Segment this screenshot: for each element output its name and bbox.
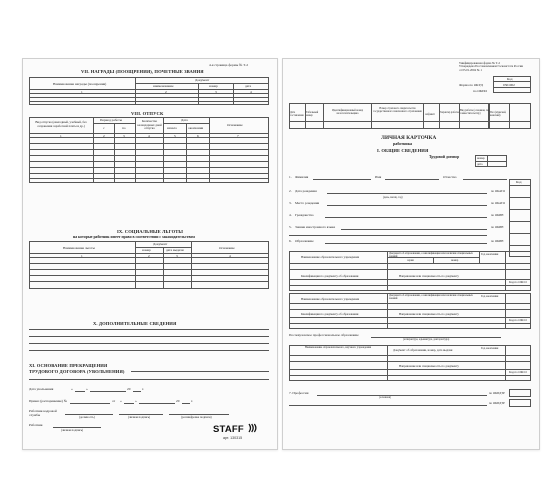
section-awards-title: VII. НАГРАДЫ (ПООЩРЕНИЯ), ПОЧЕТНЫЕ ЗВАНИЯ [81, 69, 204, 74]
birth-place-label: Место рождения [295, 201, 320, 205]
page-note: 4-я страница формы № Т-2 [209, 63, 249, 67]
worker-label: Работник [29, 423, 43, 427]
language-label: Знание иностранного языка [295, 225, 336, 229]
section-benefits-subtitle: на которые работник имеет право в соответствии с законодательством [73, 235, 195, 239]
hr-employee-label: Работник кадровой службы [29, 409, 57, 417]
education-label: Образование [295, 239, 314, 243]
brand-mark-icon [247, 423, 257, 433]
order-label: Приказ (распоряжение) № [29, 399, 67, 403]
surname-label: Фамилия [295, 175, 309, 179]
section-termination-title-1: XI. ОСНОВАНИЕ ПРЕКРАЩЕНИЯ [29, 363, 108, 368]
staff-logo [213, 423, 257, 435]
approval-note: Унифицированная форма № Т-2 Утверждена Постановлением Госкомстата России от 05.01.2004 № 1 [459, 61, 523, 72]
card-subtitle: работника [393, 141, 412, 146]
birth-date-label: Дата рождения [295, 189, 317, 193]
section-additional-title: X. ДОПОЛНИТЕЛЬНЫЕ СВЕДЕНИЯ [93, 321, 177, 326]
section-general-title: I. ОБЩИЕ СВЕДЕНИЯ [377, 148, 429, 153]
dismissal-date-label: Дата увольнения [29, 387, 54, 391]
section-termination-title-2: ТРУДОВОГО ДОГОВОРА (УВОЛЬНЕНИЯ) [29, 369, 125, 374]
card-title: ЛИЧНАЯ КАРТОЧКА [381, 135, 437, 141]
brand-code: арт. 130315 [223, 436, 243, 440]
left-page: 4-я страница формы № Т-2 VII. НАГРАДЫ (ПООЩРЕНИЯ), ПОЧЕТНЫЕ ЗВАНИЯ Наименование награды (поощрения) Документ наименование номер дата 1 2 3 4 VIII. ОТПУСК Вид отпуска (ежегодный, учебный, без сохранения заработной платы и др.) Период работы с по Количество календарных дней отпуска Дата начала окончания Основание 1 2 3 4 5 6 7 IX. СОЦИАЛЬНЫЕ ЛЬГОТЫ на которые работник имеет право в соответствии с законодательством Наименование льготы Документ номер дата выдачи Основание 1 2 3 4 X. ДОПОЛНИТЕЛЬНЫЕ СВЕДЕНИЯ XI. ОСНОВАНИЕ ПРЕКРАЩЕНИЯ ТРУДОВОГО ДОГОВОРА (УВОЛЬНЕНИЯ) Дата увольнения « » 20 г. Приказ (распоряжение) № от « » 20 г. Работник кадровой службы (должность) (личная подпись) (расшифровка подписи) Работник (личная подпись) STAFF арт. 130315 [22, 58, 278, 450]
section-benefits-title: IX. СОЦИАЛЬНЫЕ ЛЬГОТЫ [117, 229, 184, 234]
brand-text: STAFF [213, 424, 244, 435]
citizenship-label: Гражданство [295, 213, 314, 217]
profession-label: 7. Профессия [289, 391, 309, 395]
section-vacation-title: VIII. ОТПУСК [131, 111, 164, 116]
postgrad-label: Послевузовское профессиональное образование [289, 333, 359, 337]
right-page: Унифицированная форма № Т-2 Утверждена Постановлением Госкомстата России от 05.01.2004 № 1 Код Форма по ОКУД 0301002 по ОКПО Дата составления Табельный номер Идентификационный номер налогоплательщика Номер страхового свидетельства государственного пенсионного страхования Алфавит Характер работы Вид работы (основная, по совместительству) Пол (мужской, женский) ЛИЧНАЯ КАРТОЧКА работника I. ОБЩИЕ СВЕДЕНИЯ Трудовой договор номер дата Код 1. Фамилия Имя Отчество 2. Дата рождения по ОКАТО 3. Место рождения (день, месяц, год) по ОКАТО 4. Гражданство по ОКИН 5. Знание иностранного языка по ОКИН 6. Образование по ОКИН Наименование образовательного учреждения Документ об образовании, о квалификации или наличии специальных знаний серия номер Год окончания Квалификация по документу об образовании Направление или специальность по документу Код по ОКСО Наименование образовательного учреждения Документ об образовании, о квалификации или наличии специальных знаний Год окончания Квалификация по документу об образовании Направление или специальность по документу Код по ОКСО Послевузовское профессиональное образование (аспирантура, адъюнктура, докторантура) Наименование образовательного, научного учреждения Документ об образовании, номер, дата выдачи Год окончания Направление или специальность по документу Код по ОКСО 7. Профессия (основная) по ОКПДТР по ОКПДТР [282, 58, 540, 450]
